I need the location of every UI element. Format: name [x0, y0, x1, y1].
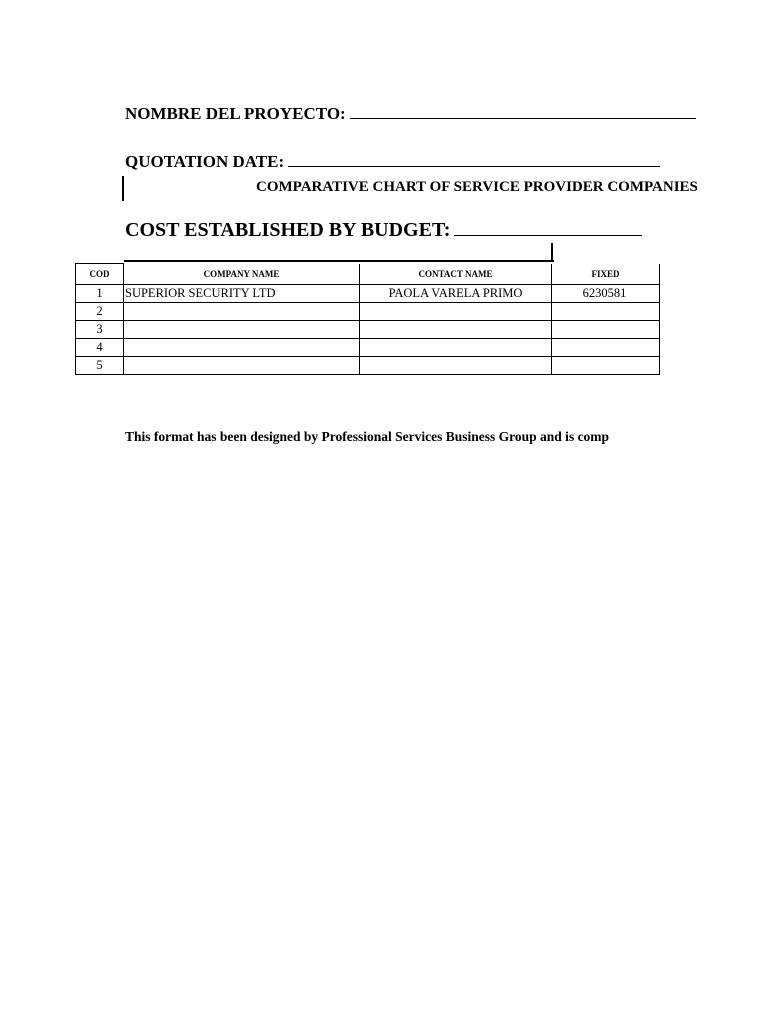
- cell-cod: 3: [76, 321, 124, 339]
- project-name-label: NOMBRE DEL PROYECTO:: [125, 104, 346, 123]
- table-row: [76, 357, 660, 375]
- header-fixed: FIXED: [552, 264, 660, 285]
- table-row: [76, 321, 660, 339]
- header-company-name: COMPANY NAME: [124, 264, 360, 285]
- project-name-field: [125, 104, 696, 124]
- cell-cod: 2: [76, 303, 124, 321]
- cell-contact-name[interactable]: [360, 303, 552, 321]
- budget-field: [125, 219, 642, 242]
- cell-company-name[interactable]: [124, 303, 360, 321]
- cell-company-name[interactable]: [124, 357, 360, 375]
- cell-contact-name[interactable]: PAOLA VARELA PRIMO: [360, 285, 552, 303]
- text-cursor: [122, 176, 124, 201]
- table-row: [76, 285, 660, 303]
- budget-label: COST ESTABLISHED BY BUDGET:: [125, 219, 451, 241]
- chart-title: COMPARATIVE CHART OF SERVICE PROVIDER COMPANIES: [256, 179, 698, 195]
- cell-fixed[interactable]: [552, 339, 660, 357]
- cell-company-name[interactable]: [124, 339, 360, 357]
- quotation-date-blank[interactable]: [288, 152, 660, 167]
- table-row: [76, 339, 660, 357]
- cell-contact-name[interactable]: [360, 321, 552, 339]
- footer-disclaimer: This format has been designed by Professional Services Business Group and is comp: [125, 429, 610, 444]
- cell-company-name[interactable]: SUPERIOR SECURITY LTD: [124, 285, 360, 303]
- cell-fixed[interactable]: 6230581: [552, 285, 660, 303]
- cell-contact-name[interactable]: [360, 339, 552, 357]
- project-name-blank[interactable]: [350, 104, 696, 119]
- table-top-rule: [124, 260, 554, 262]
- cell-company-name[interactable]: [124, 321, 360, 339]
- cell-cod: 1: [76, 285, 124, 303]
- cell-cod: 5: [76, 357, 124, 375]
- table-row: [76, 303, 660, 321]
- cell-fixed[interactable]: [552, 303, 660, 321]
- cell-contact-name[interactable]: [360, 357, 552, 375]
- table-top-tick: [551, 243, 553, 262]
- header-contact-name: CONTACT NAME: [360, 264, 552, 285]
- quotation-date-field: [125, 152, 660, 172]
- cell-cod: 4: [76, 339, 124, 357]
- providers-table: [75, 263, 660, 375]
- cell-fixed[interactable]: [552, 357, 660, 375]
- cell-fixed[interactable]: [552, 321, 660, 339]
- table-header-row: [76, 264, 660, 285]
- header-cod: COD: [76, 264, 124, 285]
- budget-blank[interactable]: [454, 219, 642, 236]
- quotation-date-label: QUOTATION DATE:: [125, 152, 285, 171]
